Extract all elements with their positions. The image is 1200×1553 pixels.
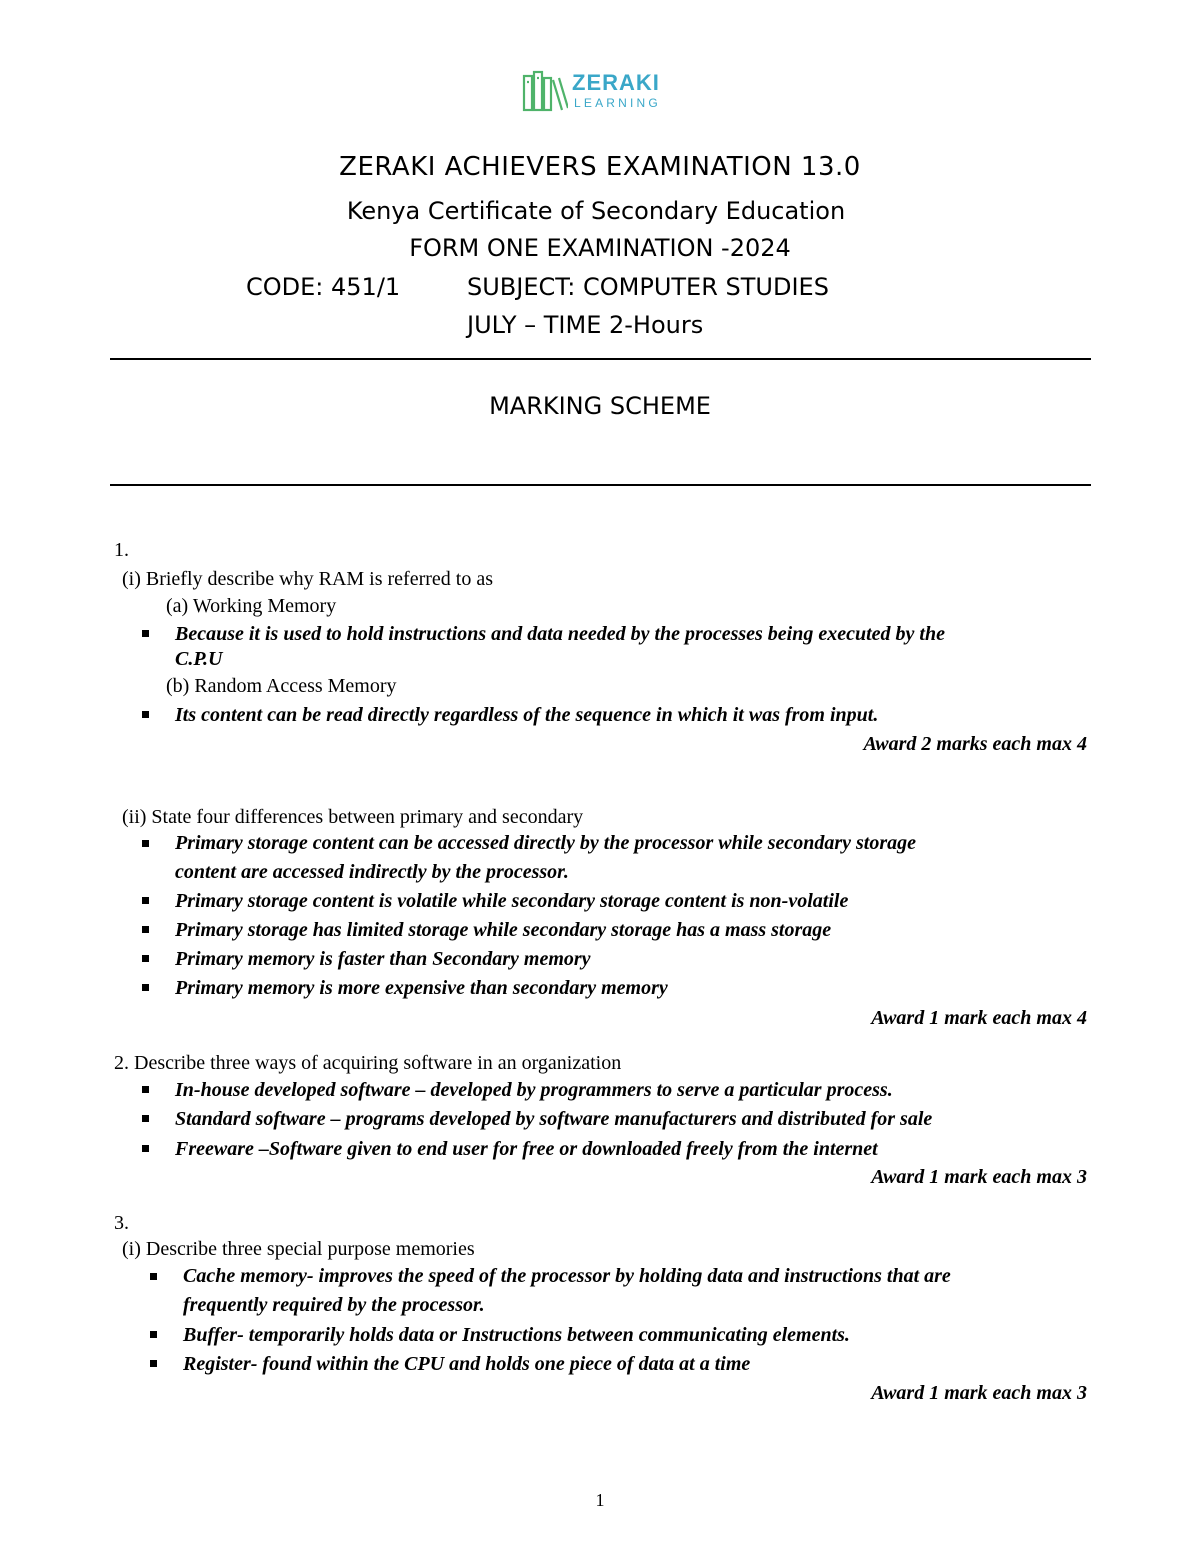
bullet [142, 1086, 149, 1093]
q1-ii-answer-1a: Primary storage content can be accessed directly by the processor while secondary storage [175, 832, 917, 854]
q1-number: 1. [114, 539, 129, 561]
q3-answer-3: Register- found within the CPU and holds one piece of data at a time [183, 1353, 751, 1375]
q1-part-a: (a) Working Memory [166, 595, 337, 617]
bottom-divider [110, 484, 1091, 486]
bullet [150, 1360, 157, 1367]
bullet [142, 1145, 149, 1152]
q1-ii-answer-3: Primary storage has limited storage while secondary storage has a mass storage [175, 919, 832, 941]
time-line: JULY – TIME 2-Hours [467, 311, 704, 339]
subject-line: SUBJECT: COMPUTER STUDIES [467, 273, 829, 301]
bullet [142, 711, 149, 718]
q2-award: Award 1 mark each max 3 [871, 1166, 1087, 1188]
q1-a-answer-line2: C.P.U [175, 648, 223, 670]
q3-answer-1a: Cache memory- improves the speed of the processor by holding data and instructions that are [183, 1265, 951, 1287]
q1-ii-answer-4: Primary memory is faster than Secondary memory [175, 948, 591, 970]
q1-i-award: Award 2 marks each max 4 [863, 733, 1087, 755]
q1-part-i: (i) Briefly describe why RAM is referred to as [122, 568, 493, 590]
q2-text: 2. Describe three ways of acquiring software in an organization [114, 1052, 622, 1074]
page-number: 1 [595, 1490, 605, 1510]
bullet [142, 840, 149, 847]
q3-award: Award 1 mark each max 3 [871, 1382, 1087, 1404]
logo-sub: LEARNING [574, 96, 661, 110]
q2-answer-2: Standard software – programs developed by software manufacturers and distributed for sale [175, 1108, 933, 1130]
bullet [142, 955, 149, 962]
bullet [142, 897, 149, 904]
bullet [150, 1331, 157, 1338]
q1-part-b: (b) Random Access Memory [166, 675, 397, 697]
q1-ii-award: Award 1 mark each max 4 [871, 1007, 1087, 1029]
q1-ii-answer-5: Primary memory is more expensive than secondary memory [175, 977, 668, 999]
bullet [142, 1115, 149, 1122]
marking-scheme-heading: MARKING SCHEME [489, 392, 711, 420]
q1-ii-answer-1b: content are accessed indirectly by the processor. [175, 861, 569, 883]
bullet [142, 630, 149, 637]
q1-a-answer-line1: Because it is used to hold instructions and data needed by the processes being executed by the [175, 623, 945, 645]
certificate-line: Kenya Certificate of Secondary Education [346, 197, 846, 225]
q1-b-answer: Its content can be read directly regardless of the sequence in which it was from input. [175, 704, 879, 726]
zeraki-logo [522, 68, 682, 114]
q3-number: 3. [114, 1212, 129, 1234]
q3-answer-2: Buffer- temporarily holds data or Instructions between communicating elements. [183, 1324, 850, 1346]
bullet [142, 984, 149, 991]
q2-answer-1: In-house developed software – developed by programmers to serve a particular process. [175, 1079, 893, 1101]
q2-answer-3: Freeware –Software given to end user for free or downloaded freely from the internet [175, 1138, 878, 1160]
bullet [142, 926, 149, 933]
books-icon [522, 68, 568, 114]
exam-title: ZERAKI ACHIEVERS EXAMINATION 13.0 [339, 152, 861, 182]
q3-part-i: (i) Describe three special purpose memories [122, 1238, 475, 1260]
q1-ii-answer-2: Primary storage content is volatile while secondary storage content is non-volatile [175, 890, 849, 912]
code-line: CODE: 451/1 [246, 273, 401, 301]
logo-brand: ZERAKI [572, 70, 660, 95]
q3-answer-1b: frequently required by the processor. [183, 1294, 485, 1316]
top-divider [110, 358, 1091, 360]
q1-part-ii: (ii) State four differences between primary and secondary [122, 806, 584, 828]
exam-line: FORM ONE EXAMINATION -2024 [409, 234, 791, 262]
bullet [150, 1273, 157, 1280]
